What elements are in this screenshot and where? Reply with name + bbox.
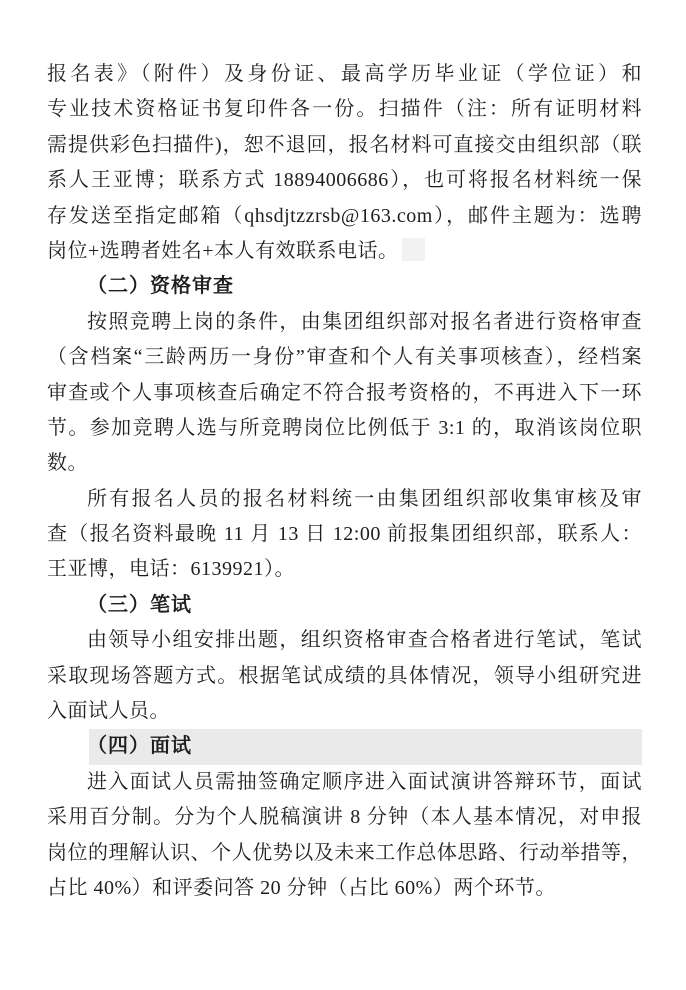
text-line: 按照竞聘上岗的条件，由集团组织部对报名者进行资格审查 xyxy=(87,310,642,333)
text-line: 审查或个人事项核查后确定不符合报考资格的，不再进入下一环 xyxy=(47,381,642,404)
text-line: 数。 xyxy=(47,452,88,475)
text-line: 需提供彩色扫描件)，恕不退回，报名材料可直接交由组织部（联 xyxy=(47,133,642,156)
text-line: 查（报名资料最晚 11 月 13 日 12:00 前报集团组织部，联系人： xyxy=(47,523,642,546)
section-heading-block xyxy=(47,269,642,304)
section-heading: （四）面试 xyxy=(47,729,642,764)
text-line: 占比 40%）和评委问答 20 分钟（占比 60%）两个环节。 xyxy=(47,876,556,899)
text-line: 节。参加竞聘人选与所竞聘岗位比例低于 3:1 的，取消该岗位职 xyxy=(47,416,642,439)
section-heading-block xyxy=(47,729,642,764)
text-line: 王亚博，电话：6139921）。 xyxy=(47,558,295,581)
text-line: 入面试人员。 xyxy=(47,700,170,723)
section-heading: （二）资格审查 xyxy=(87,275,234,298)
text-line: 系人王亚博；联系方式 18894006686），也可将报名材料统一保 xyxy=(47,169,642,192)
text-line: 报名表》（附件）及身份证、最高学历毕业证（学位证）和 xyxy=(47,63,642,85)
paragraph-block xyxy=(47,765,642,907)
paragraph-block xyxy=(47,305,642,482)
text-line: 岗位+选聘者姓名+本人有效联系电话。 xyxy=(47,234,642,269)
document-body xyxy=(47,57,642,906)
paragraph-block xyxy=(47,482,642,588)
text-line: （含档案“三龄两历一身份”审查和个人有关事项核查），经档案 xyxy=(47,346,642,369)
section-heading-block xyxy=(47,588,642,623)
paragraph-block xyxy=(47,57,642,269)
text-line: 采用百分制。分为个人脱稿演讲 8 分钟（本人基本情况，对申报 xyxy=(47,806,642,829)
highlighted-paragraph-mark xyxy=(402,238,425,261)
text-line: 由领导小组安排出题，组织资格审查合格者进行笔试，笔试 xyxy=(87,629,642,652)
text-line: 采取现场答题方式。根据笔试成绩的具体情况，领导小组研究进 xyxy=(47,664,642,687)
text-line: 岗位的理解认识、个人优势以及未来工作总体思路、行动举措等， xyxy=(47,841,642,864)
text-line: 专业技术资格证书复印件各一份。扫描件（注：所有证明材料 xyxy=(47,98,642,121)
text-line: 进入面试人员需抽签确定顺序进入面试演讲答辩环节，面试 xyxy=(87,770,642,793)
text-line: 存发送至指定邮箱（qhsdjtzzrsb@163.com），邮件主题为：选聘 xyxy=(47,204,642,227)
text-line: 所有报名人员的报名材料统一由集团组织部收集审核及审 xyxy=(87,487,642,510)
section-heading: （三）笔试 xyxy=(87,593,192,616)
paragraph-block xyxy=(47,623,642,729)
